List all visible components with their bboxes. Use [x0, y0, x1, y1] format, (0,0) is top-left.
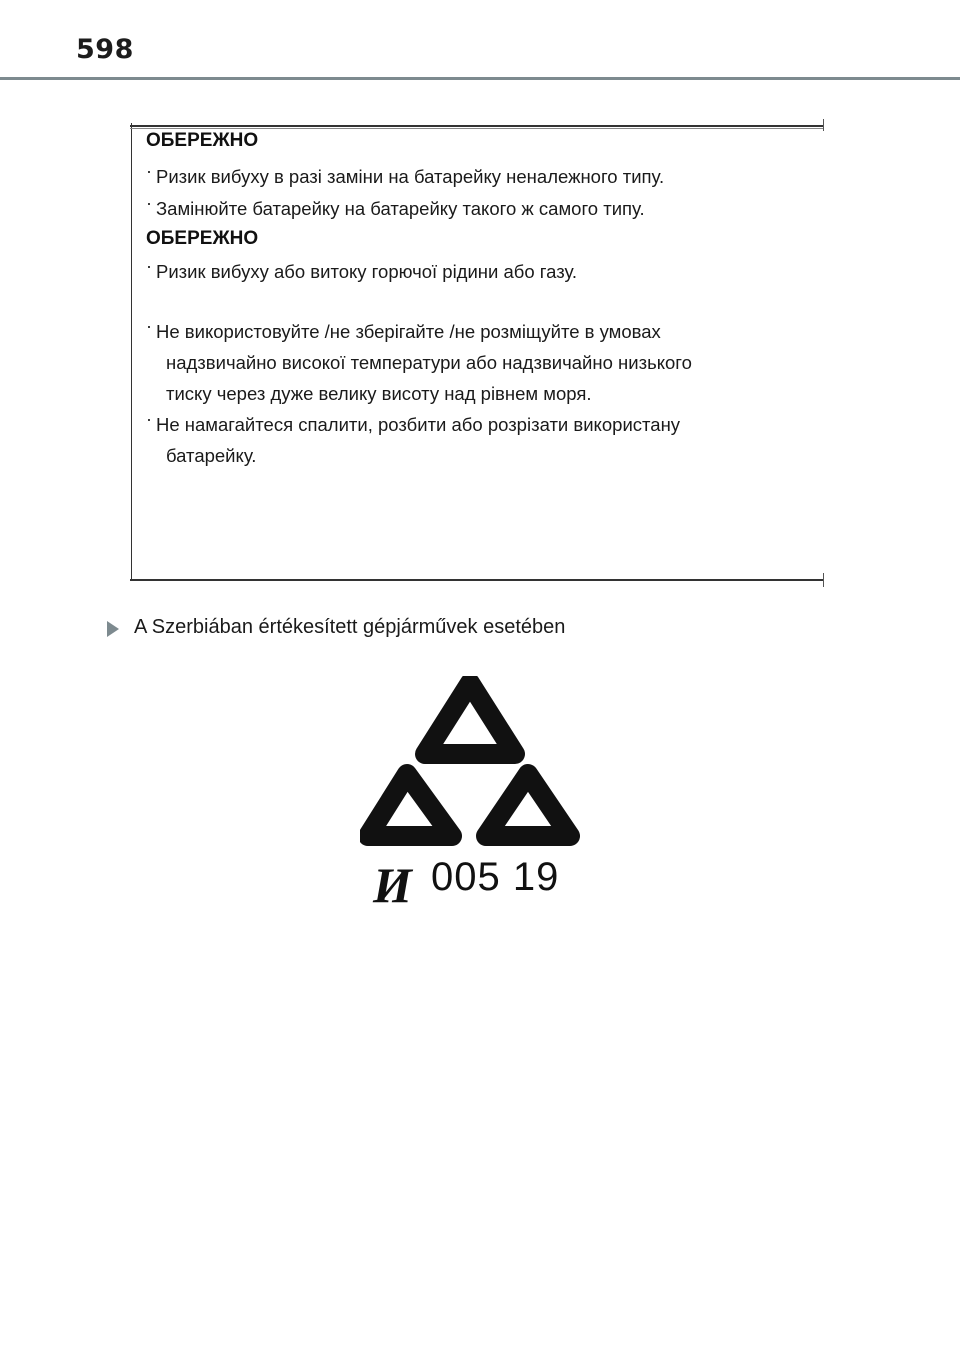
bullet-dot: ·: [146, 256, 152, 276]
warning-item: Замінюйте батарейку на батарейку такого ж самого типу.: [156, 198, 645, 219]
mark-letter: И: [373, 857, 412, 913]
warning-item-continued: тиску через дуже велику висоту над рівнем моря.: [166, 383, 592, 404]
serbian-approval-mark-icon: [360, 676, 580, 856]
warning-heading-1: ОБЕРЕЖНО: [146, 130, 259, 151]
label-top-rule: [130, 125, 824, 127]
warning-item: Не намагайтеся спалити, розбити або розрізати використану: [156, 414, 681, 435]
warning-item: Не використовуйте /не зберігайте /не розміщуйте в умовах: [156, 321, 661, 342]
warning-heading-2: ОБЕРЕЖНО: [146, 228, 259, 249]
bullet-dot: ·: [146, 193, 152, 213]
warning-item: Ризик вибуху в разі заміни на батарейку неналежного типу.: [156, 166, 665, 187]
label-corner-tick: [823, 119, 824, 131]
label-corner-tick: [823, 573, 824, 587]
label-top-rule-thin: [130, 128, 824, 129]
arrow-right-icon: [107, 621, 119, 637]
triangle-icon: [368, 774, 452, 836]
triangle-icon: [425, 683, 515, 754]
warning-item: Ризик вибуху або витоку горючої рідини або газу.: [156, 261, 578, 282]
bullet-dot: ·: [146, 161, 152, 181]
warning-item-continued: надзвичайно високої температури або надзвичайно низького: [166, 352, 692, 373]
serbia-caption: A Szerbiában értékesített gépjárművek esetében: [134, 616, 566, 638]
header-rule: [0, 77, 960, 80]
warning-item-continued: батарейку.: [166, 445, 257, 466]
triangle-icon: [486, 774, 570, 836]
mark-code: 005 19: [431, 855, 560, 899]
page-number: 598: [76, 34, 134, 65]
bullet-dot: ·: [146, 316, 152, 336]
label-bottom-rule: [130, 579, 824, 581]
bullet-dot: ·: [146, 409, 152, 429]
